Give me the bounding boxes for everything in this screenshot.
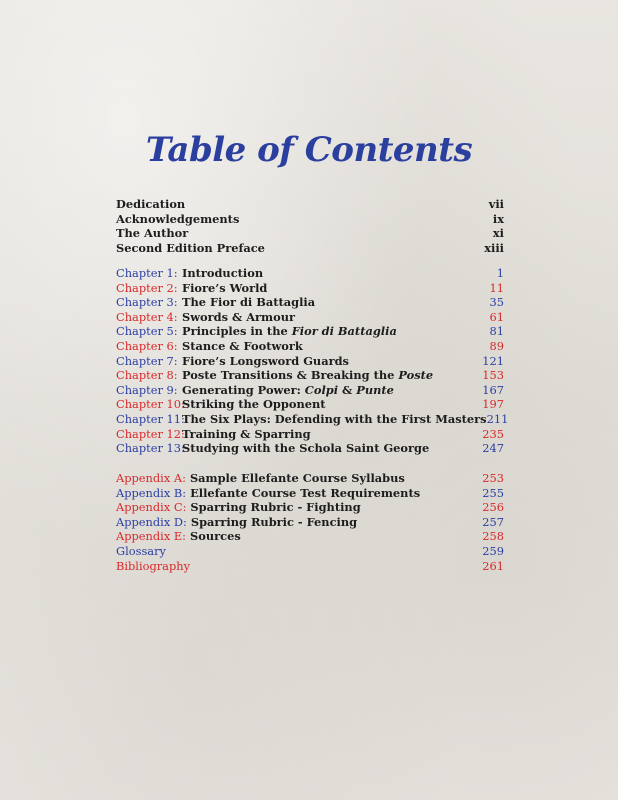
toc-entry[interactable] <box>116 397 504 412</box>
entry-title: Dedication <box>116 197 186 211</box>
toc-entry[interactable] <box>116 368 504 383</box>
toc-entry[interactable] <box>116 529 504 544</box>
chapter-label: Chapter 2: <box>116 280 178 295</box>
toc-entry[interactable] <box>116 266 504 281</box>
entry-title: Second Edition Preface <box>116 240 265 255</box>
chapter-title: The Six Plays: Defending with the First Masters <box>182 411 487 426</box>
chapter-list <box>116 266 509 456</box>
chapter-label: Chapter 5: <box>116 324 178 339</box>
appendix-title: Sparring Rubric - Fighting <box>190 500 361 515</box>
entry-page: 121 <box>482 353 504 368</box>
chapter-label: Chapter 9: <box>116 382 178 397</box>
entry-page: 61 <box>489 309 504 324</box>
toc-entry[interactable] <box>116 354 504 369</box>
appendix-label: Appendix A: <box>116 471 186 485</box>
appendix-title: Ellefante Course Test Requirements <box>190 485 421 500</box>
toc-entry[interactable] <box>116 212 504 227</box>
entry-page: ix <box>492 211 504 226</box>
entry-page: 235 <box>482 426 504 441</box>
entry-page: 259 <box>482 543 504 558</box>
entry-page: xi <box>492 226 504 241</box>
glossary-label: Glossary <box>116 543 166 558</box>
entry-page: 153 <box>482 368 504 383</box>
appendix-list <box>116 471 504 573</box>
chapter-label: Chapter 4: <box>116 309 178 324</box>
chapter-title: Striking the Opponent <box>182 397 326 412</box>
entry-page: 11 <box>489 280 504 295</box>
front-matter-list <box>116 197 504 255</box>
appendix-title: Sparring Rubric - Fencing <box>190 514 358 529</box>
entry-title: The Author <box>116 226 189 241</box>
toc-entry[interactable] <box>116 427 504 442</box>
entry-page: 89 <box>489 338 504 353</box>
entry-page: 35 <box>489 295 504 310</box>
chapter-title: Principles in the Fior di Battaglia <box>182 324 397 339</box>
toc-entry[interactable] <box>116 197 504 212</box>
entry-page: 253 <box>482 471 504 485</box>
chapter-title: Fiore’s World <box>182 280 268 295</box>
toc-entry[interactable] <box>116 281 504 296</box>
page-title: Table of Contents <box>145 130 473 170</box>
entry-page: 255 <box>482 485 504 500</box>
toc-entry[interactable] <box>116 310 504 325</box>
toc-entry[interactable] <box>116 486 504 501</box>
chapter-label: Chapter 3: <box>116 295 178 310</box>
toc-entry[interactable] <box>116 515 504 530</box>
entry-page: xiii <box>484 240 504 255</box>
chapter-title: Stance & Footwork <box>182 338 303 353</box>
toc-entry[interactable] <box>116 411 509 427</box>
chapter-label: Chapter 11: <box>116 411 185 426</box>
appendix-label: Appendix E: <box>116 529 187 544</box>
entry-page: 247 <box>482 441 504 456</box>
entry-page: 258 <box>482 529 504 544</box>
chapter-title: Studying with the Schola Saint George <box>182 441 430 456</box>
appendix-title: Sources <box>190 529 241 544</box>
toc-entry[interactable] <box>116 471 504 486</box>
chapter-label: Chapter 12: <box>116 426 185 441</box>
toc-entry[interactable] <box>116 500 504 515</box>
chapter-title: Training & Sparring <box>182 426 311 441</box>
toc-entry[interactable] <box>116 559 504 574</box>
chapter-title: Swords & Armour <box>182 309 295 324</box>
entry-page: vii <box>488 197 504 211</box>
entry-page: 81 <box>489 324 504 339</box>
chapter-label: Chapter 8: <box>116 368 178 383</box>
toc-entry[interactable] <box>116 241 504 256</box>
toc-entry[interactable] <box>116 383 504 398</box>
toc-entry[interactable] <box>116 339 504 354</box>
chapter-title: Generating Power: Colpi & Punte <box>182 382 394 397</box>
entry-page: 167 <box>482 382 504 397</box>
appendix-label: Appendix B: <box>116 485 187 500</box>
entry-page: 256 <box>482 500 504 515</box>
chapter-title: Fiore’s Longsword Guards <box>182 353 349 368</box>
entry-title: Acknowledgements <box>116 211 240 226</box>
chapter-label: Chapter 1: <box>116 266 178 280</box>
toc-entry[interactable] <box>116 226 504 241</box>
toc-entry[interactable] <box>116 544 504 559</box>
appendix-title: Sample Ellefante Course Syllabus <box>189 471 405 485</box>
chapter-label: Chapter 7: <box>116 353 178 368</box>
chapter-title: Poste Transitions & Breaking the Poste <box>182 368 434 383</box>
entry-page: 1 <box>496 266 504 280</box>
toc-entry[interactable] <box>116 441 504 456</box>
toc-entry[interactable] <box>116 324 504 339</box>
toc-entry[interactable] <box>116 295 504 310</box>
bibliography-label: Bibliography <box>116 558 191 573</box>
entry-page: 211 <box>486 411 509 426</box>
chapter-label: Chapter 10: <box>116 397 185 412</box>
chapter-title: Introduction <box>182 266 264 280</box>
appendix-label: Appendix D: <box>116 514 187 529</box>
entry-page: 257 <box>482 514 504 529</box>
entry-page: 197 <box>482 397 504 412</box>
entry-page: 261 <box>482 558 504 573</box>
chapter-title: The Fior di Battaglia <box>182 295 316 310</box>
appendix-label: Appendix C: <box>116 500 187 515</box>
chapter-label: Chapter 13: <box>116 441 185 456</box>
chapter-label: Chapter 6: <box>116 338 178 353</box>
